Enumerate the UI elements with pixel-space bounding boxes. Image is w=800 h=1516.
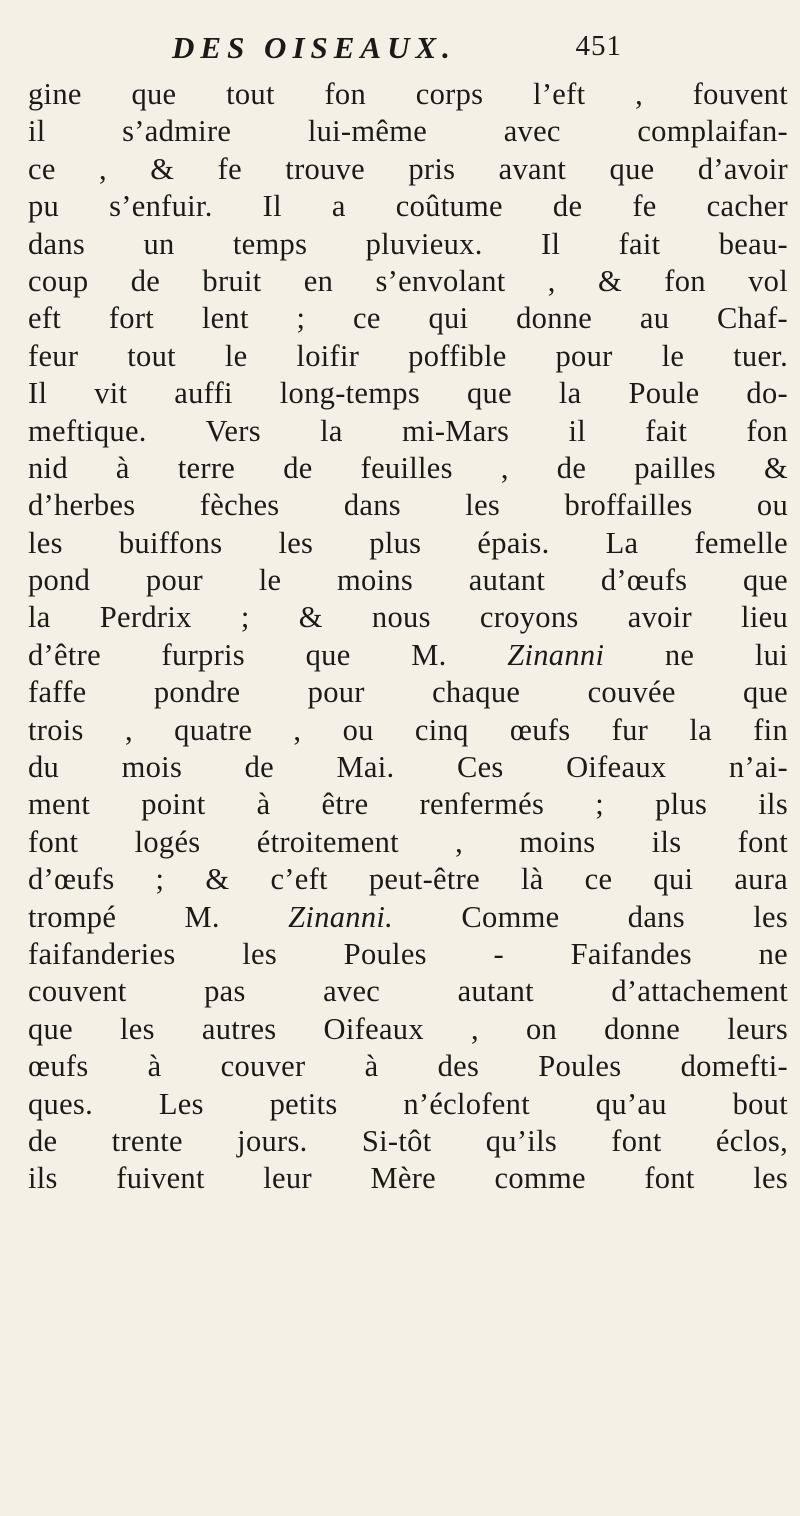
text-line xyxy=(28,487,788,524)
text-line xyxy=(28,712,788,749)
text-line xyxy=(28,1048,788,1085)
text-segment: trompé M. xyxy=(28,899,289,934)
text-line xyxy=(28,899,788,936)
text-line xyxy=(28,151,788,188)
text-segment: faifanderies les Poules - Faifandes ne xyxy=(28,936,788,971)
text-line xyxy=(28,1123,788,1160)
running-title: DES OISEAUX. xyxy=(172,30,456,65)
text-segment: dans un temps pluvieux. Il fait beau- xyxy=(28,226,788,261)
text-segment: la Perdrix ; & nous croyons avoir lieu xyxy=(28,600,788,635)
text-line xyxy=(28,973,788,1010)
text-segment: pond pour le moins autant d’œufs que xyxy=(28,563,788,598)
text-segment: que les autres Oifeaux , on donne leurs xyxy=(28,1011,788,1046)
text-line xyxy=(28,861,788,898)
text-segment: ce , & fe trouve pris avant que d’avoir xyxy=(28,151,788,186)
text-line xyxy=(28,599,788,636)
text-segment: ment point à être renfermés ; plus ils xyxy=(28,787,788,822)
text-line xyxy=(28,1160,788,1197)
text-segment: meftique. Vers la mi-Mars il fait fon xyxy=(28,413,788,448)
text-line xyxy=(28,786,788,823)
text-segment: eft fort lent ; ce qui donne au Chaf- xyxy=(28,301,788,336)
text-segment: d’être furpris que M. xyxy=(28,637,508,672)
text-segment: couvent pas avec autant d’attachement xyxy=(28,974,788,1009)
text-line xyxy=(28,188,788,225)
text-segment: ils fuivent leur Mère comme font les xyxy=(28,1161,788,1196)
text-segment: d’herbes fèches dans les broffailles ou xyxy=(28,488,788,523)
text-line xyxy=(28,525,788,562)
text-line xyxy=(28,226,788,263)
text-segment: Comme dans les xyxy=(393,899,788,934)
text-segment: du mois de Mai. Ces Oifeaux n’ai- xyxy=(28,750,788,785)
text-line xyxy=(28,936,788,973)
text-line xyxy=(28,113,788,150)
text-segment: de trente jours. Si-tôt qu’ils font éclos, xyxy=(28,1123,788,1158)
text-line xyxy=(28,413,788,450)
text-segment: nid à terre de feuilles , de pailles & xyxy=(28,450,788,485)
text-segment: coup de bruit en s’envolant , & fon vol xyxy=(28,263,788,298)
text-segment: gine que tout fon corps l’eft , fouvent xyxy=(28,77,788,111)
text-segment: d’œufs ; & c’eft peut-être là ce qui aura xyxy=(28,862,788,897)
text-line xyxy=(28,1011,788,1048)
text-segment: il s’admire lui-même avec complaifan- xyxy=(28,114,788,149)
text-segment: ques. Les petits n’éclofent qu’au bout xyxy=(28,1086,788,1121)
page-header xyxy=(172,30,622,74)
text-line xyxy=(28,300,788,337)
text-line xyxy=(28,562,788,599)
text-segment: pu s’enfuir. Il a coûtume de fe cacher xyxy=(28,189,788,224)
text-segment: œufs à couver à des Poules domefti- xyxy=(28,1049,788,1084)
text-line xyxy=(28,338,788,375)
italic-name: Zinanni. xyxy=(288,899,394,934)
text-segment: faffe pondre pour chaque couvée que xyxy=(28,675,788,710)
text-segment: trois , quatre , ou cinq œufs fur la fin xyxy=(28,712,788,747)
text-line xyxy=(28,749,788,786)
text-segment: les buiffons les plus épais. La femelle xyxy=(28,525,788,560)
text-segment: Il vit auffi long-temps que la Poule do- xyxy=(28,376,788,411)
page-number: 451 xyxy=(575,30,622,62)
text-segment: ne lui xyxy=(604,637,788,672)
italic-name: Zinanni xyxy=(507,637,605,672)
text-line xyxy=(28,263,788,300)
text-line xyxy=(28,76,788,113)
text-segment: font logés étroitement , moins ils font xyxy=(28,824,788,859)
text-line xyxy=(28,637,788,674)
text-line xyxy=(28,450,788,487)
text-segment: feur tout le loifir poffible pour le tuer. xyxy=(28,338,788,373)
text-line xyxy=(28,824,788,861)
text-line xyxy=(28,1086,788,1123)
text-line xyxy=(28,674,788,711)
body-text xyxy=(28,76,788,1198)
text-line xyxy=(28,375,788,412)
